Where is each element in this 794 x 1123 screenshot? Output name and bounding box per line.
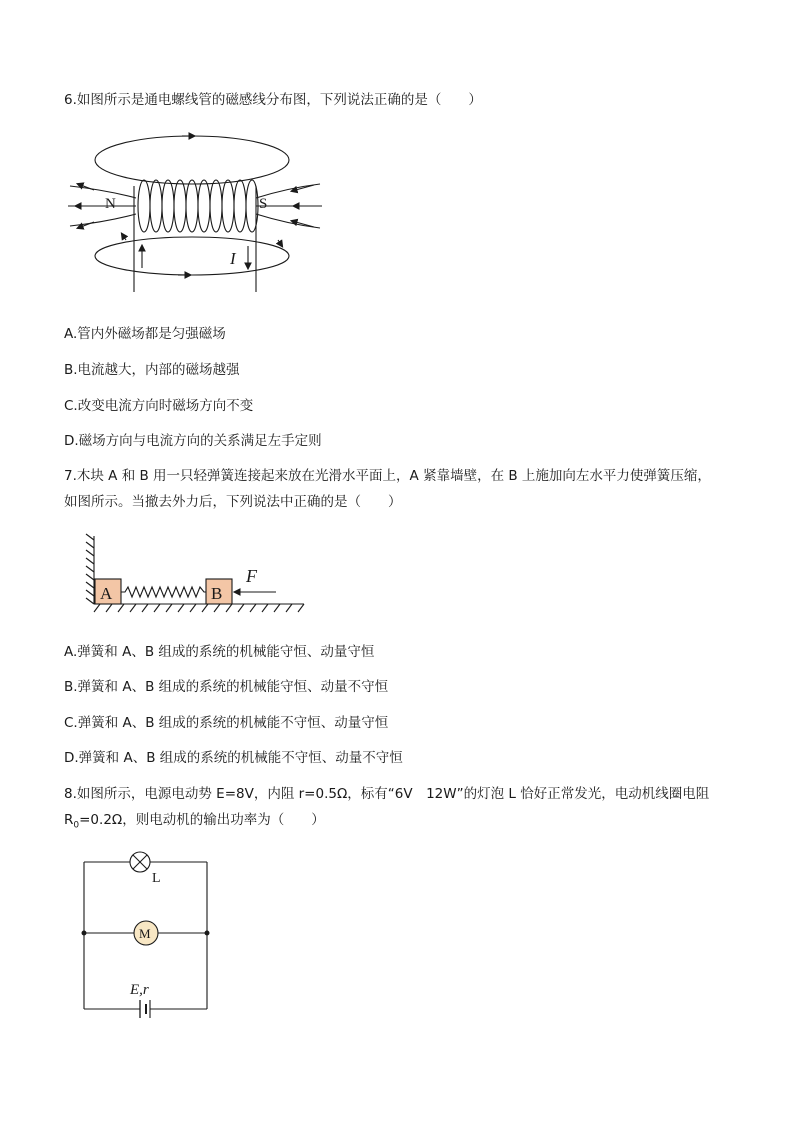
s-pole-label: S — [259, 196, 268, 212]
wall-hatching — [86, 534, 94, 604]
floor-hatching — [94, 604, 304, 612]
q8-stem-line2: $R_0=0.2\Omega$，则电动机的输出功率为（ ） — [64, 812, 325, 831]
q7-option-c: C.弹簧和 A、B 组成的系统的机械能不守恒、动量守恒 — [64, 715, 389, 731]
q7-stem-line2: 如图所示。当撤去外力后，下列说法中正确的是（ ） — [64, 494, 402, 510]
circuit-figure — [78, 844, 218, 1024]
junction-right — [205, 931, 210, 936]
q6-option-d: D.磁场方向与电流方向的关系满足左手定则 — [64, 433, 322, 449]
q6-option-b: B.电流越大，内部的磁场越强 — [64, 362, 240, 378]
n-pole-label: N — [105, 196, 116, 212]
q7-option-b: B.弹簧和 A、B 组成的系统的机械能守恒、动量不守恒 — [64, 679, 389, 695]
q6-stem: 6.如图所示是通电螺线管的磁感线分布图，下列说法正确的是（ ） — [64, 92, 482, 108]
solenoid-figure — [66, 128, 326, 298]
lamp-label: L — [152, 871, 161, 886]
junction-left — [82, 931, 87, 936]
upper-field-loop — [95, 136, 289, 184]
q7-option-d: D.弹簧和 A、B 组成的系统的机械能不守恒、动量不守恒 — [64, 750, 403, 766]
q6-option-c: C.改变电流方向时磁场方向不变 — [64, 398, 254, 414]
q7-stem-line1: 7.木块 A 和 B 用一只轻弹簧连接起来放在光滑水平面上，A 紧靠墙壁，在 B 上施加向左水平力使弹簧压缩， — [64, 468, 711, 484]
source-label: E,r — [130, 982, 149, 998]
block-a-label: A — [100, 584, 113, 603]
q6-option-a: A.管内外磁场都是匀强磁场 — [64, 326, 226, 342]
q7-option-a: A.弹簧和 A、B 组成的系统的机械能守恒、动量守恒 — [64, 644, 375, 660]
coil — [138, 180, 258, 232]
q8-stem-line1: 8.如图所示，电源电动势 E=8V，内阻 r=0.5Ω，标有“6V 12W”的灯泡 L 恰好正常发光，电动机线圈电阻 — [64, 786, 710, 802]
block-b-label: B — [211, 584, 223, 603]
force-label: F — [246, 566, 257, 586]
spring-blocks-figure — [84, 532, 310, 616]
lower-field-loop — [95, 237, 289, 275]
current-label: I — [230, 249, 236, 268]
spring — [121, 587, 206, 597]
motor-label: M — [139, 926, 151, 941]
